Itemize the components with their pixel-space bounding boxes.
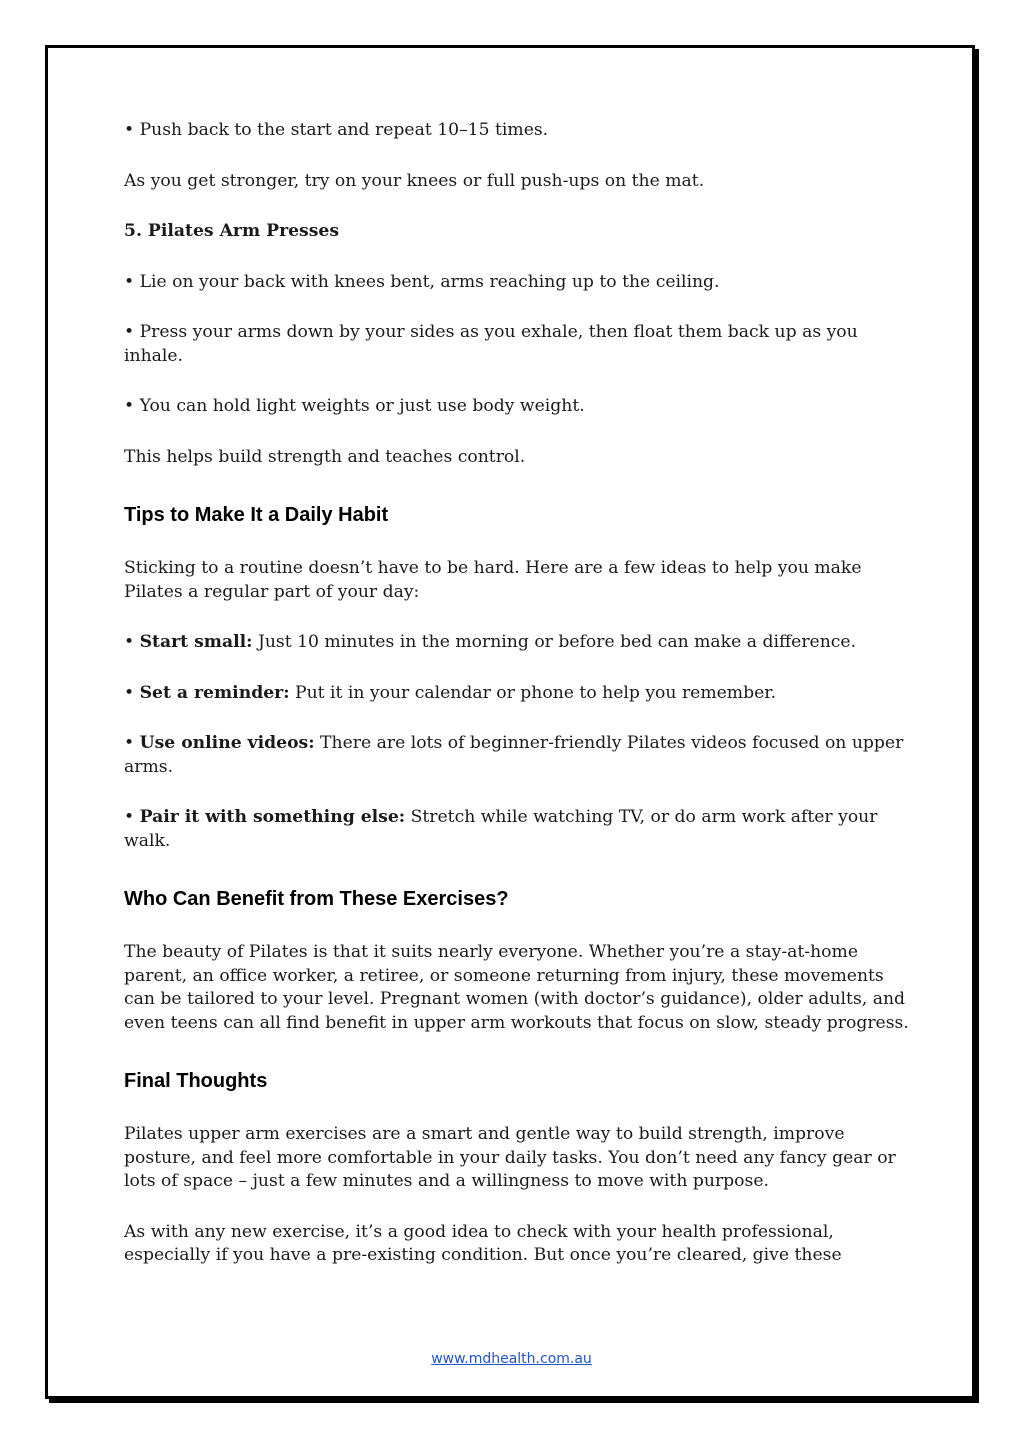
tip-item (124, 806, 914, 853)
footer-website-link[interactable]: www.mdhealth.com.au (431, 1351, 592, 1367)
paragraph-control: This helps build strength and teaches control. (124, 446, 526, 467)
exercise-heading-arm-presses: 5. Pilates Arm Presses (124, 221, 340, 241)
bullet: • (124, 807, 140, 827)
paragraph-stronger: As you get stronger, try on your knees or full push-ups on the mat. (124, 170, 705, 191)
tip-label: Pair it with something else: (139, 807, 406, 827)
paragraph-final-1: Pilates upper arm exercises are a smart and gentle way to build strength, improve posture, and feel more comfortable in your daily tasks. You don’t need any fancy gear or lots of space – just a few minutes and a willingness to move with purpose. (124, 1124, 896, 1191)
paragraph-press-arms: • Press your arms down by your sides as you exhale, then float them back up as you inhale. (124, 322, 858, 366)
tip-label: Set a reminder: (139, 682, 290, 703)
tip-item (124, 631, 914, 655)
tip-label: Start small: (139, 632, 253, 652)
paragraph-lie-back: • Lie on your back with knees bent, arms reaching up to the ceiling. (124, 271, 720, 292)
section-heading-tips: Tips to Make It a Daily Habit (124, 504, 389, 526)
tip-item (124, 732, 914, 779)
tip-text: Put it in your calendar or phone to help you remember. (289, 682, 777, 703)
section-heading-benefit: Who Can Benefit from These Exercises? (124, 888, 509, 910)
tip-item (124, 682, 914, 706)
tip-label: Use online videos: (139, 733, 315, 753)
paragraph-final-2: As with any new exercise, it’s a good idea to check with your health professional, especially if you have a pre-existing condition. But once you’re cleared, give these (124, 1221, 842, 1265)
bullet: • (124, 733, 140, 753)
tip-text: Stretch while watching TV, or do arm work after your walk. (124, 807, 878, 851)
paragraph-weights: • You can hold light weights or just use body weight. (124, 396, 585, 416)
bullet: • (124, 632, 140, 652)
paragraph-repeat: • Push back to the start and repeat 10–15 times. (124, 120, 549, 140)
section-heading-final: Final Thoughts (124, 1070, 268, 1092)
tip-text: Just 10 minutes in the morning or before bed can make a difference. (252, 632, 857, 652)
document-body (124, 119, 914, 1295)
tip-text: There are lots of beginner-friendly Pilates videos focused on upper arms. (124, 733, 904, 777)
paragraph-tips-intro: Sticking to a routine doesn’t have to be hard. Here are a few ideas to help you make Pilates a regular part of your day: (124, 558, 862, 602)
bullet: • (124, 682, 140, 703)
paragraph-benefit: The beauty of Pilates is that it suits nearly everyone. Whether you’re a stay-at-home parent, an office worker, a retiree, or someone returning from injury, these movements can be tailored to your level. Pregnant women (with doctor’s guidance), older adults, and even teens can all find benefit in upper arm workouts that focus on slow, steady progress. (124, 942, 909, 1033)
